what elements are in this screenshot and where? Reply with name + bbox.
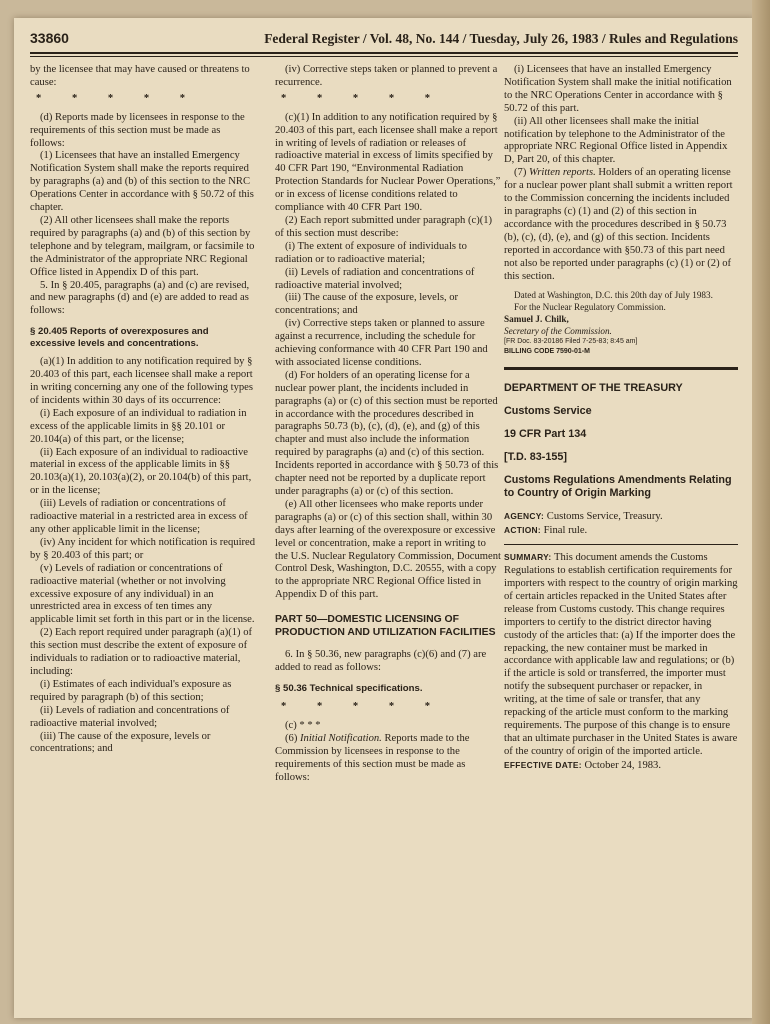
- action-value: Final rule.: [541, 525, 588, 537]
- paragraph: (c)(1) In addition to any notification required by § 20.403 of this part, each licensee shall make a report in writing of levels of radiation or releases of radioactive material in excess of limits specified by 40 CFR Part 190, “Environmental Radiation Protection Standards for Nuclear Power Operations,” or in excess of license conditions related to compliance with 40 CFR Part 190.: [275, 111, 501, 214]
- summary-paragraph: [504, 551, 738, 759]
- for-commission: For the Nuclear Regulatory Commission.: [514, 302, 666, 313]
- paragraph: (ii) Levels of radiation and concentrations of radioactive material involved;: [30, 704, 230, 729]
- paragraph: (i) Estimates of each individual's exposure as required by paragraph (b) of this section;: [30, 678, 232, 703]
- paragraph: (ii) Levels of radiation and concentrations of radioactive material involved;: [275, 266, 475, 291]
- paragraph: (iv) Any incident for which notification is required by § 20.403 of this part; or: [30, 536, 256, 561]
- paragraph: (ii) All other licensees shall make the initial notification by telephone to the Administrator of the appropriate NRC Regional Office listed in Appendix D, Part 20, of this chapter.: [504, 115, 728, 166]
- part-heading: PART 50—DOMESTIC LICENSING OF PRODUCTION AND UTILIZATION FACILITIES: [275, 614, 496, 638]
- ellipsis-stars: * * * * *: [281, 701, 445, 713]
- paragraph: (c) * * *: [285, 720, 321, 732]
- paragraph: (v) Levels of radiation or concentrations of radioactive material (whether or not involving excessive exposure of any individual) in an unrestricted area in excess of ten times any applicable limit set forth in this part or in the license.: [30, 562, 255, 626]
- paragraph: (iii) Levels of radiation or concentrations of radioactive material in a restricted area in excess of any other applicable limit in the license;: [30, 498, 248, 535]
- paragraph-subheading: Initial Notification.: [300, 732, 382, 744]
- header-title: Federal Register / Vol. 48, No. 144 / Tuesday, July 26, 1983 / Rules and Regulations: [264, 31, 738, 46]
- paragraph: (2) All other licensees shall make the reports required by paragraphs (a) and (b) of this section by telephone and by telegram, mailgram, or facsimile to the Administrator of the appropriate NRC Regional Office listed in Appendix D of this part.: [30, 214, 255, 278]
- paragraph-text: Reports made to the Commission by licensees in response to the requirements of this section must be made as follows:: [275, 732, 470, 783]
- column-1: [30, 64, 256, 756]
- paragraph: (ii) Each exposure of an individual to radioactive material in excess of the applicable limits in §§ 20.103(a)(1), 20.103(a)(2), or 20.104(b) of this part, or in the license;: [30, 446, 252, 497]
- paragraph: (d) Reports made by licensees in response to the requirements of this section must be made as follows:: [30, 111, 245, 149]
- paragraph: [504, 167, 738, 283]
- section-heading: § 20.405 Reports of overexposures and excessive levels and concentrations.: [30, 326, 209, 350]
- summary-text: This document amends the Customs Regulations to establish certification requirements for importers with respect to the country of origin marking of certain articles repacked in the United States after release from Customs custody. This change requires importers to certify to the district director having custody of the articles that: (a) If the importer does the repacking, the new container must be marked in accordance with applicable law and regulations; or (b) if the article is sold or transferred, the importer must notify the subsequent purchaser or repacker, in writing, at the time of sale or transfer, that any repacking of the article must conform to the marking requirements. The purpose of this change is to ensure that an ultimate purchaser in the United States is aware of the country of origin of the imported article.: [504, 552, 738, 757]
- action-line: [504, 524, 738, 538]
- agency-label: AGENCY:: [504, 511, 545, 522]
- ellipsis-stars: * * * * *: [281, 92, 445, 104]
- dated-line: Dated at Washington, D.C. this 20th day of July 1983.: [514, 290, 713, 301]
- paragraph: (iii) The cause of the exposure, levels, or concentrations; and: [275, 292, 459, 317]
- department-heading: DEPARTMENT OF THE TREASURY: [504, 382, 683, 395]
- paragraph: by the licensee that may have caused or threatens to cause:: [30, 64, 250, 88]
- paragraph-subheading: Written reports.: [529, 167, 596, 179]
- paragraph: (iv) Corrective steps taken or planned to assure against a recurrence, including the schedule for achieving conformance with 40 CFR Part 190 and with associated license conditions.: [275, 318, 488, 368]
- section-divider: [504, 367, 738, 370]
- cfr-heading: 19 CFR Part 134: [504, 428, 587, 441]
- paragraph: (i) Licensees that have an installed Emergency Notification System shall make the initial notification to the NRC Operations Center in accordance with § 50.72 of this part.: [504, 64, 732, 114]
- paragraph: (e) All other licensees who make reports under paragraphs (a) or (c) of this section shall, within 30 days after learning of the overexposure or excessive level or concentration, make a report in writing to the U.S. Nuclear Regulatory Commission, Document Control Desk, Washington, D.C. 20555, with a copy to the appropriate NRC Regional Office listed in Appendix D of this part.: [275, 498, 501, 601]
- section-heading: § 50.36 Technical specifications.: [275, 683, 423, 695]
- signer-title: Secretary of the Commission.: [504, 326, 612, 337]
- paragraph: (iii) The cause of the exposure, levels or concentrations; and: [30, 730, 211, 755]
- effective-date-line: [504, 759, 738, 773]
- agency-line: [504, 510, 738, 524]
- agency-value: Customs Service, Treasury.: [544, 511, 663, 523]
- service-heading: Customs Service: [504, 405, 592, 418]
- paragraph: (i) Each exposure of an individual to radiation in excess of the applicable limits in §§ 20.101 or 20.104(a) of this part, or the license;: [30, 407, 247, 445]
- action-label: ACTION:: [504, 525, 541, 536]
- paragraph: [275, 733, 501, 785]
- paragraph: (a)(1) In addition to any notification required by § 20.403 of this part, each licensee shall make a report in writing concerning any one of the following types of incidents within 30 days of its occurrence:: [30, 356, 254, 406]
- book-spine: [752, 0, 770, 1024]
- ellipsis-stars: * * * * *: [36, 92, 200, 104]
- paragraph: 6. In § 50.36, new paragraphs (c)(6) and (7) are added to read as follows:: [275, 649, 487, 674]
- paragraph: 5. In § 20.405, paragraphs (a) and (c) are revised, and new paragraphs (d) and (e) are added to read as follows:: [30, 279, 250, 317]
- billing-code: BILLING CODE 7590-01-M: [504, 348, 590, 356]
- paragraph: (2) Each report required under paragraph (a)(1) of this section must describe the extent of exposure of individuals to radiation or to radioactive material, including:: [30, 627, 253, 677]
- paragraph-label: (6): [285, 732, 301, 744]
- header-rule: [30, 52, 738, 54]
- paragraph: (i) The extent of exposure of individuals to radiation or to radioactive material;: [275, 240, 467, 265]
- signer-name: Samuel J. Chilk,: [504, 314, 569, 325]
- paragraph: (2) Each report submitted under paragraph (c)(1) of this section must describe:: [275, 214, 493, 239]
- paragraph: (iv) Corrective steps taken or planned to prevent a recurrence.: [275, 64, 498, 88]
- page-header: [30, 30, 738, 52]
- summary-divider: [504, 544, 738, 545]
- paragraph-text: Holders of an operating license for a nuclear power plant shall submit a written report to the Commission concerning the incidents included in paragraphs (c) (1) and (2) of this section in accordance with the procedures described in § 50.73 (b), (c), (d), (e), and (g) of this section. Incidents reported in accordance with §50.73 of this part need not also be reported under paragraphs (c) (1) or (2) of this section.: [504, 167, 733, 282]
- td-number: [T.D. 83-155]: [504, 451, 568, 464]
- column-2: [275, 64, 501, 785]
- effective-date-value: October 24, 1983.: [581, 759, 662, 771]
- page-number: 33860: [30, 30, 69, 46]
- column-3: [504, 64, 738, 773]
- rule-title: Customs Regulations Amendments Relating to Country of Origin Marking: [504, 474, 732, 500]
- paragraph-label: (7): [514, 167, 530, 179]
- effective-date-label: EFFECTIVE DATE:: [504, 759, 582, 770]
- summary-label: SUMMARY:: [504, 552, 552, 563]
- fr-doc-line: [FR Doc. 83-20186 Filed 7-25-83; 8:45 am]: [504, 338, 638, 346]
- paragraph: (d) For holders of an operating license for a nuclear power plant, the incidents included in paragraphs (a) or (c) of this section must be reported in accordance with the procedures described in paragraphs 50.73 (b), (c), (d), (e), and (g) of this chapter and must also include the information required by paragraphs (a) and (c) of this section. Incidents reported in accordance with § 50.73 of this chapter need not be reported by a duplicate report under paragraphs (a) or (c) of this section.: [275, 369, 499, 497]
- paragraph: (1) Licensees that have an installed Emergency Notification System shall make the reports required by paragraphs (a) and (b) of this section to the NRC Operations Center in accordance with § 50.72 of this chapter.: [30, 150, 254, 214]
- header-rule-thin: [30, 56, 738, 57]
